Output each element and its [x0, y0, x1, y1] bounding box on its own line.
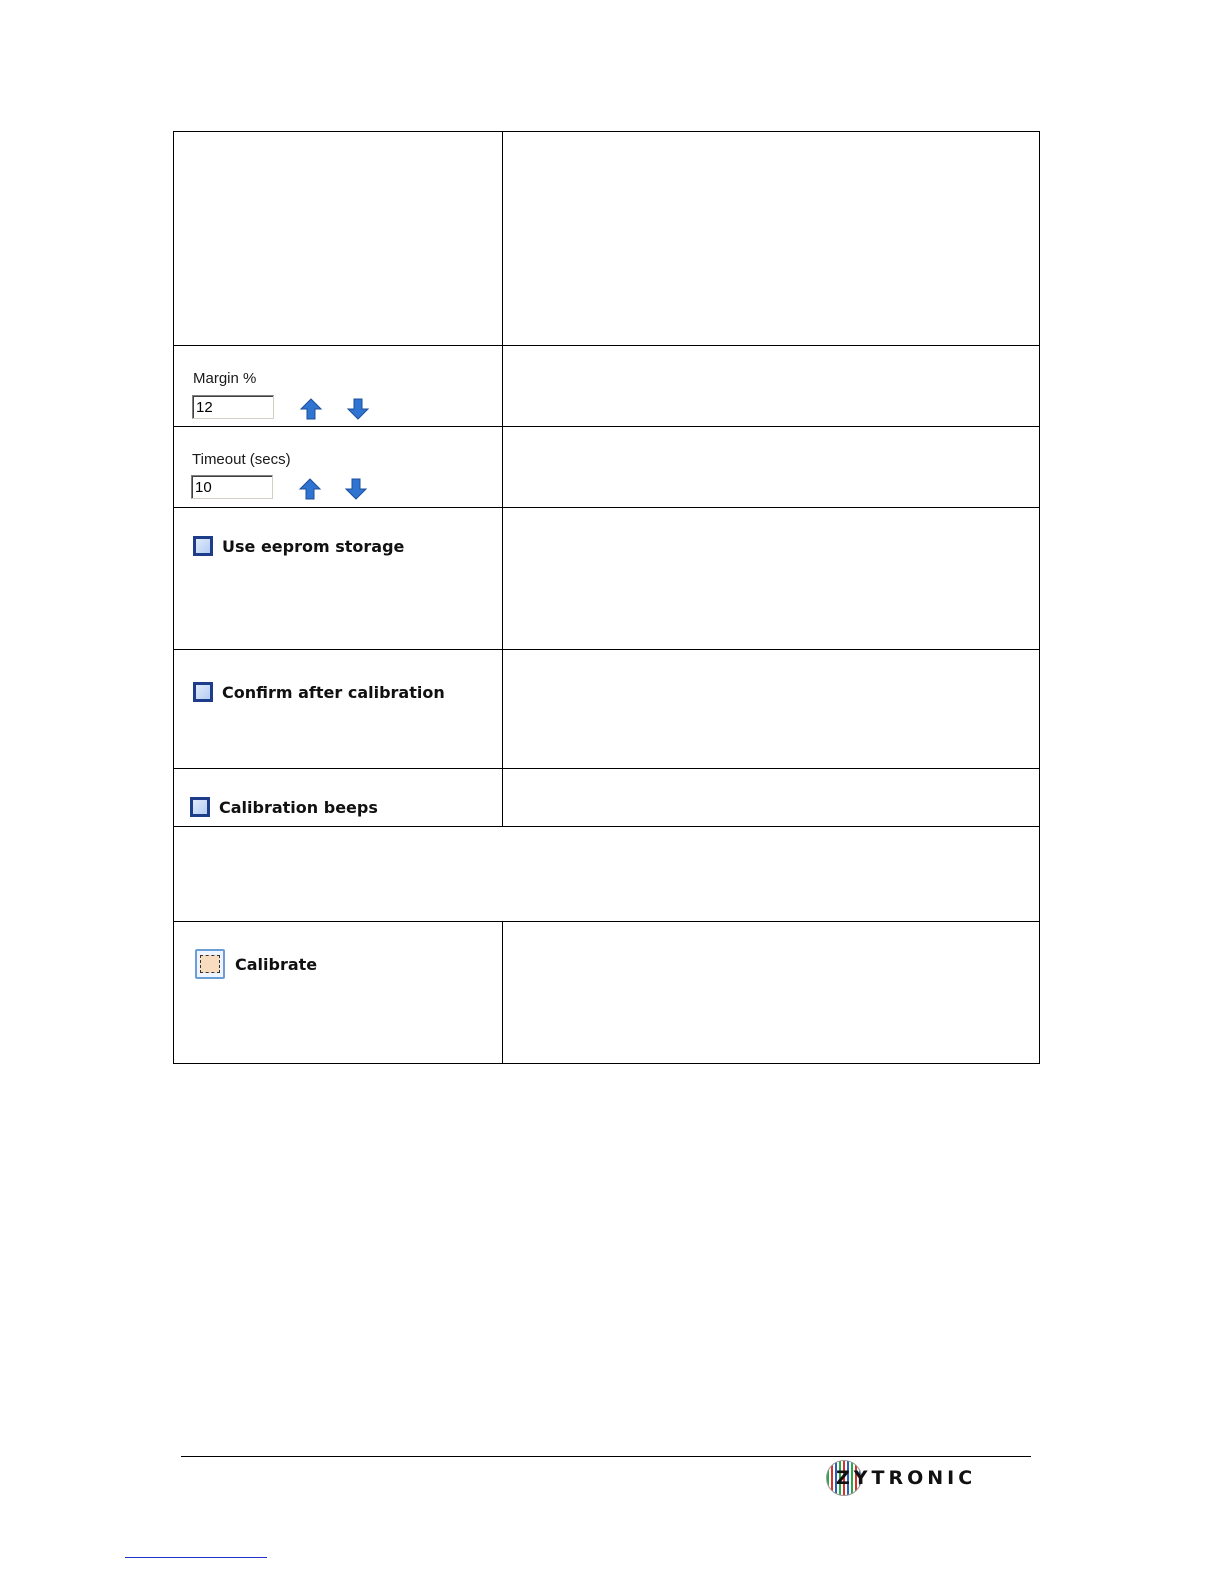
calibrate-cell	[174, 922, 503, 1064]
footer-rule	[181, 1456, 1031, 1457]
options-table	[173, 131, 1040, 1064]
timeout-input[interactable]	[191, 475, 273, 499]
section-spacer-row	[174, 827, 1040, 922]
confirm-checkbox[interactable]	[193, 682, 213, 702]
margin-label: Margin %	[193, 370, 257, 387]
arrow-down-icon[interactable]	[346, 398, 370, 420]
confirm-cell	[174, 650, 503, 769]
arrow-down-icon[interactable]	[344, 478, 368, 500]
margin-description-cell	[503, 346, 1040, 427]
calibrate-label: Calibrate	[235, 954, 318, 974]
beeps-label: Calibration beeps	[219, 797, 378, 817]
beeps-checkbox[interactable]	[190, 797, 210, 817]
calibrate-button[interactable]	[195, 949, 317, 979]
arrow-up-icon[interactable]	[299, 398, 323, 420]
beeps-option[interactable]	[190, 797, 378, 817]
arrow-up-icon[interactable]	[298, 478, 322, 500]
eeprom-option[interactable]	[193, 536, 404, 556]
margin-cell	[174, 346, 503, 427]
confirm-label: Confirm after calibration	[222, 682, 445, 702]
timeout-cell	[174, 427, 503, 508]
blank-cell-right	[503, 132, 1040, 346]
timeout-description-cell	[503, 427, 1040, 508]
eeprom-cell	[174, 508, 503, 650]
logo-text: ZYTRONIC	[836, 1467, 977, 1489]
beeps-description-cell	[503, 769, 1040, 827]
confirm-option[interactable]	[193, 682, 445, 702]
timeout-label: Timeout (secs)	[192, 451, 291, 468]
margin-input[interactable]	[192, 395, 274, 419]
zytronic-logo	[826, 1460, 976, 1496]
blank-cell-left	[174, 132, 503, 346]
confirm-description-cell	[503, 650, 1040, 769]
footer-link-underline	[125, 1557, 267, 1558]
eeprom-checkbox[interactable]	[193, 536, 213, 556]
eeprom-description-cell	[503, 508, 1040, 650]
beeps-cell	[174, 769, 503, 827]
calibrate-description-cell	[503, 922, 1040, 1064]
calibrate-icon	[195, 949, 225, 979]
eeprom-label: Use eeprom storage	[222, 536, 405, 556]
